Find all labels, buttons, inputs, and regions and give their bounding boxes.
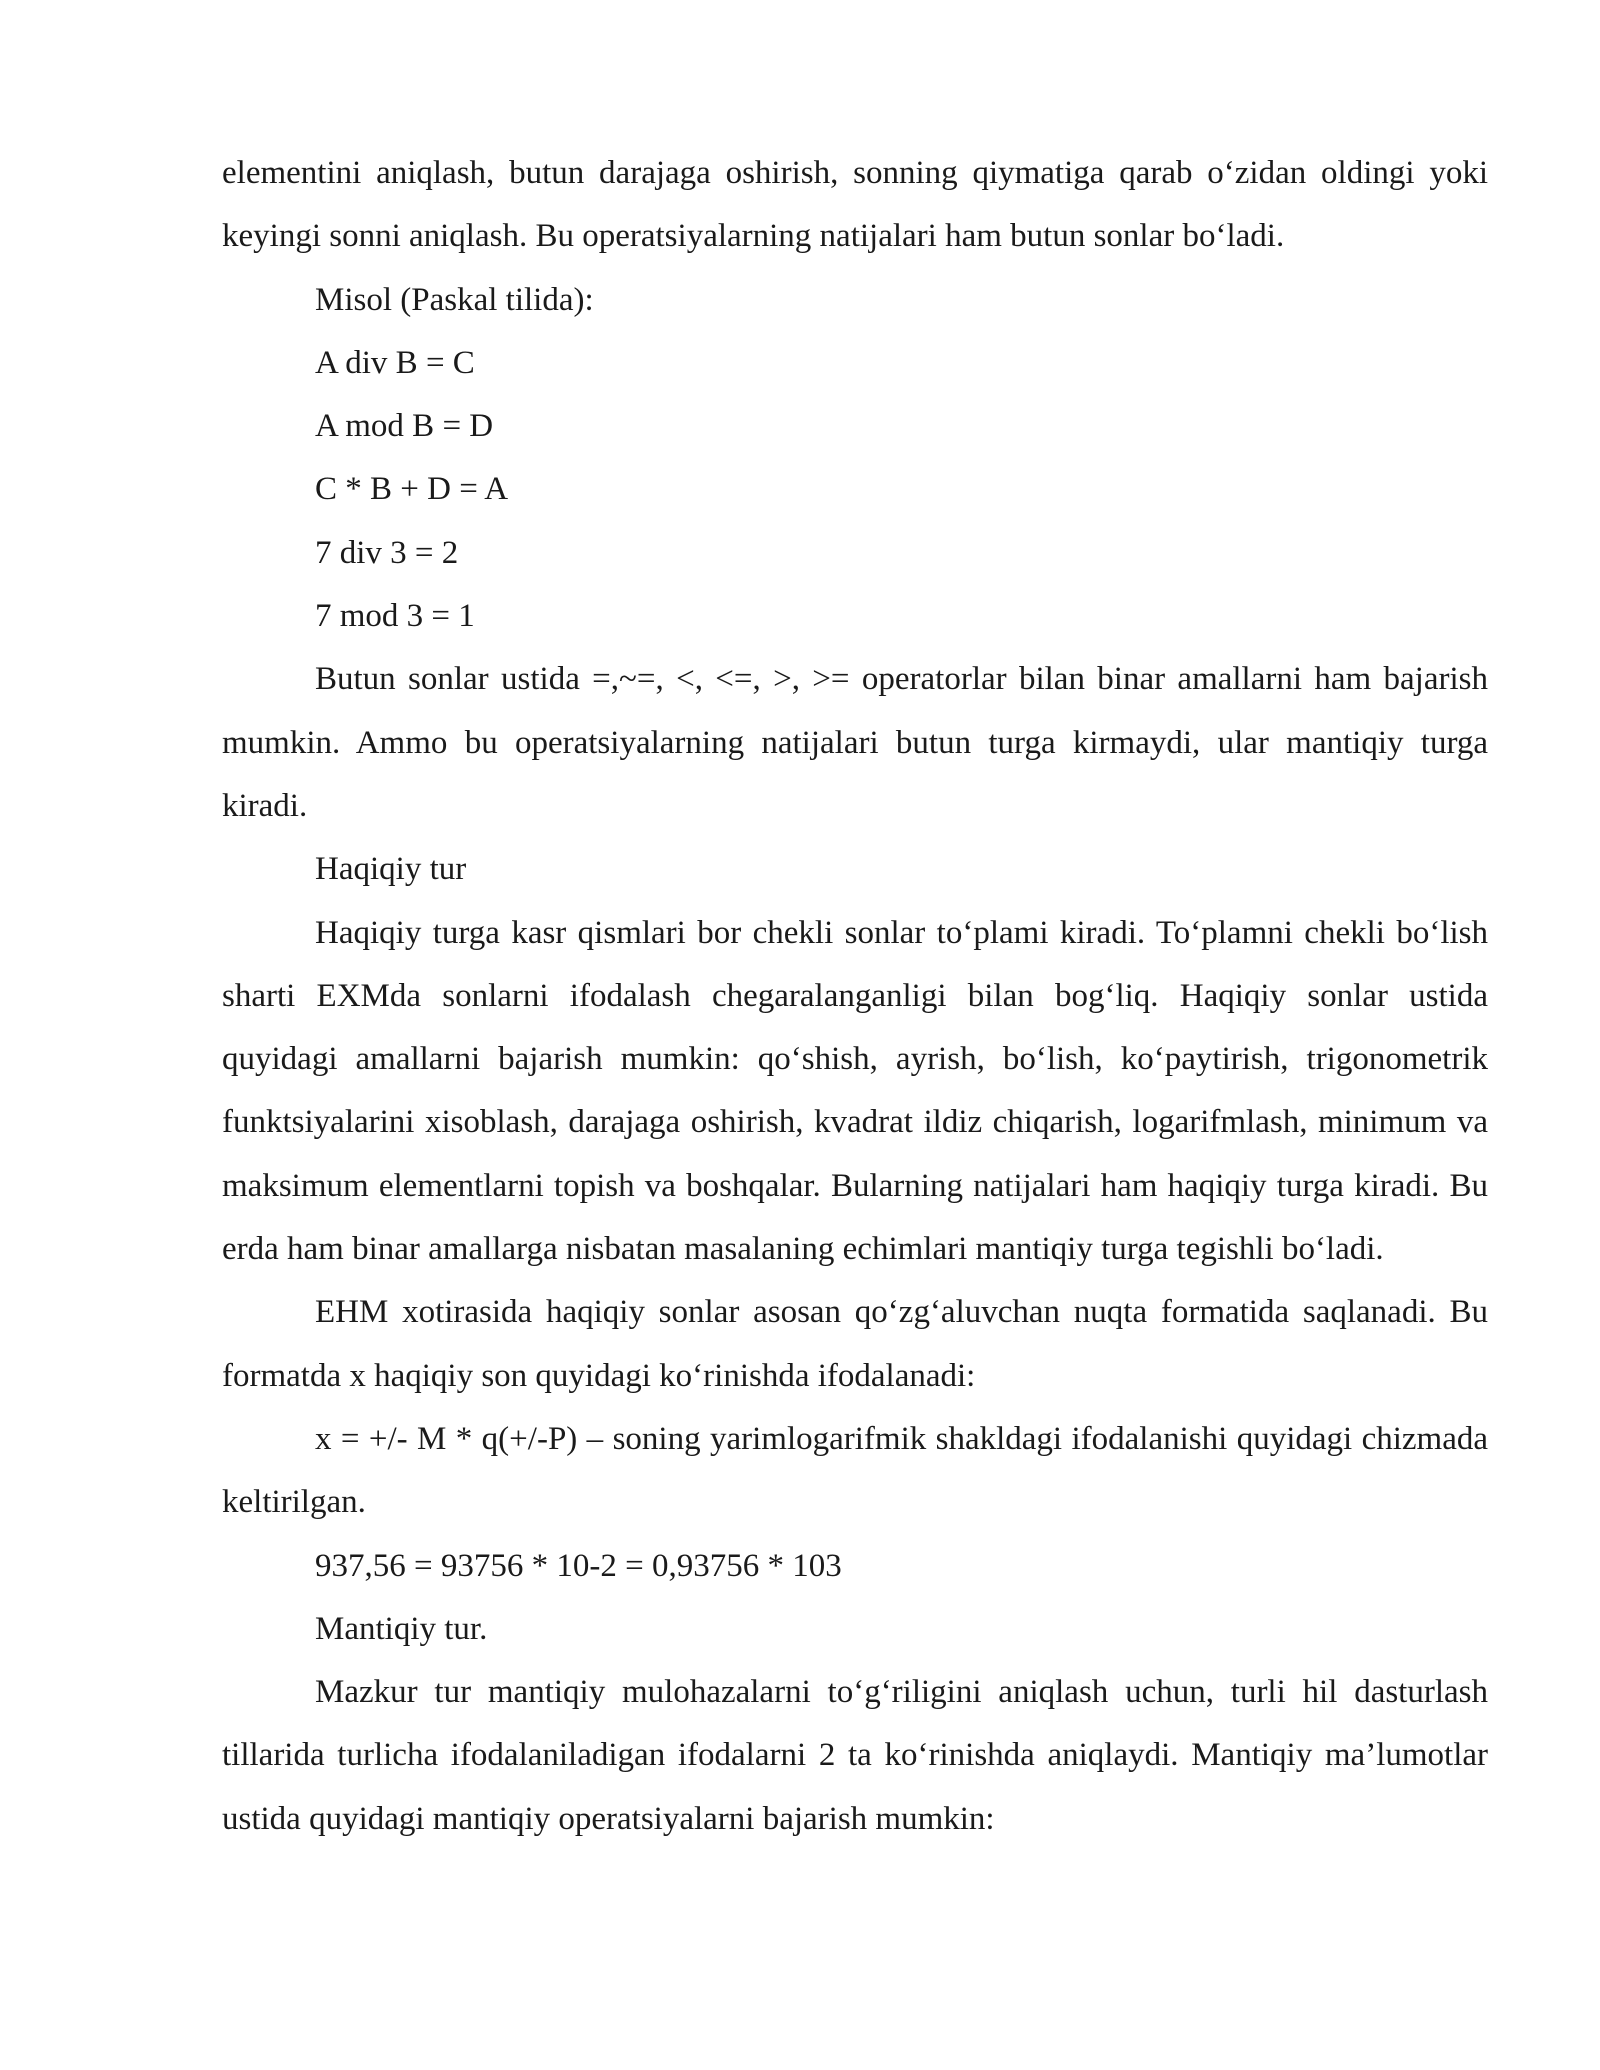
section-heading-logical-type: Mantiqiy tur. — [315, 1610, 488, 1647]
paragraph-real-type: Haqiqiy turga kasr qismlari bor chekli sonlar to‘plami kiradi. To‘plamni chekli bo‘lish sharti EXMda sonlarni ifodalash chegaralanganligi bilan bog‘liq. Haqiqiy sonlar ustida quyidagi amallarni bajarish mumkin: qo‘shish, ayrish, bo‘lish, ko‘paytirish, trigonometrik funktsiyalarini xisoblash, darajaga oshirish, kvadrat ildiz chiqarish, logarifmlash, minimum va maksimum elementlarni topish va boshqalar. Bularning natijalari ham haqiqiy turga kiradi. Bu erda ham binar amallarga nisbatan masalaning echimlari mantiqiy turga tegishli bo‘ladi. — [222, 914, 1488, 1268]
paragraph-formula: x = +/- M * q(+/-P) – soning yarimlogarifmik shakldagi ifodalanishi quyidagi chizmada keltirilgan. — [222, 1420, 1488, 1521]
paragraph-integer-operators: Butun sonlar ustida =,~=, <, <=, >, >= operatorlar bilan binar amallarni ham bajarish mumkin. Ammo bu operatsiyalarning natijalari butun turga kirmaydi, ular mantiqiy turga kiradi. — [222, 661, 1488, 824]
paragraph-floating-point: EHM xotirasida haqiqiy sonlar asosan qo‘zg‘aluvchan nuqta formatida saqlanadi. Bu formatda x haqiqiy son quyidagi ko‘rinishda ifodalanadi: — [222, 1294, 1488, 1394]
paragraph-continuation: elementini aniqlash, butun darajaga oshirish, sonning qiymatiga qarab o‘zidan oldingi yoki keyingi sonni aniqlash. Bu operatsiyalarning natijalari ham butun sonlar bo‘ladi. — [222, 155, 1488, 255]
code-line: C * B + D = A — [315, 471, 509, 508]
paragraph-logical-type: Mazkur tur mantiqiy mulohazalarni to‘g‘riligini aniqlash uchun, turli hil dasturlash tillarida turlicha ifodalaniladigan ifodalarni 2 ta ko‘rinishda aniqlaydi. Mantiqiy ma’lumotlar ustida quyidagi mantiqiy operatsiyalarni bajarish mumkin: — [222, 1674, 1488, 1837]
formula-example: 937,56 = 93756 * 10-2 = 0,93756 * 103 — [315, 1547, 842, 1584]
code-line: A div B = C — [315, 344, 475, 381]
code-line: 7 mod 3 = 1 — [315, 598, 475, 635]
example-heading: Misol (Paskal tilida): — [315, 281, 594, 318]
document-body — [222, 142, 1488, 1851]
code-line: A mod B = D — [315, 408, 494, 445]
section-heading-real-type: Haqiqiy tur — [315, 851, 467, 888]
code-line: 7 div 3 = 2 — [315, 534, 459, 571]
